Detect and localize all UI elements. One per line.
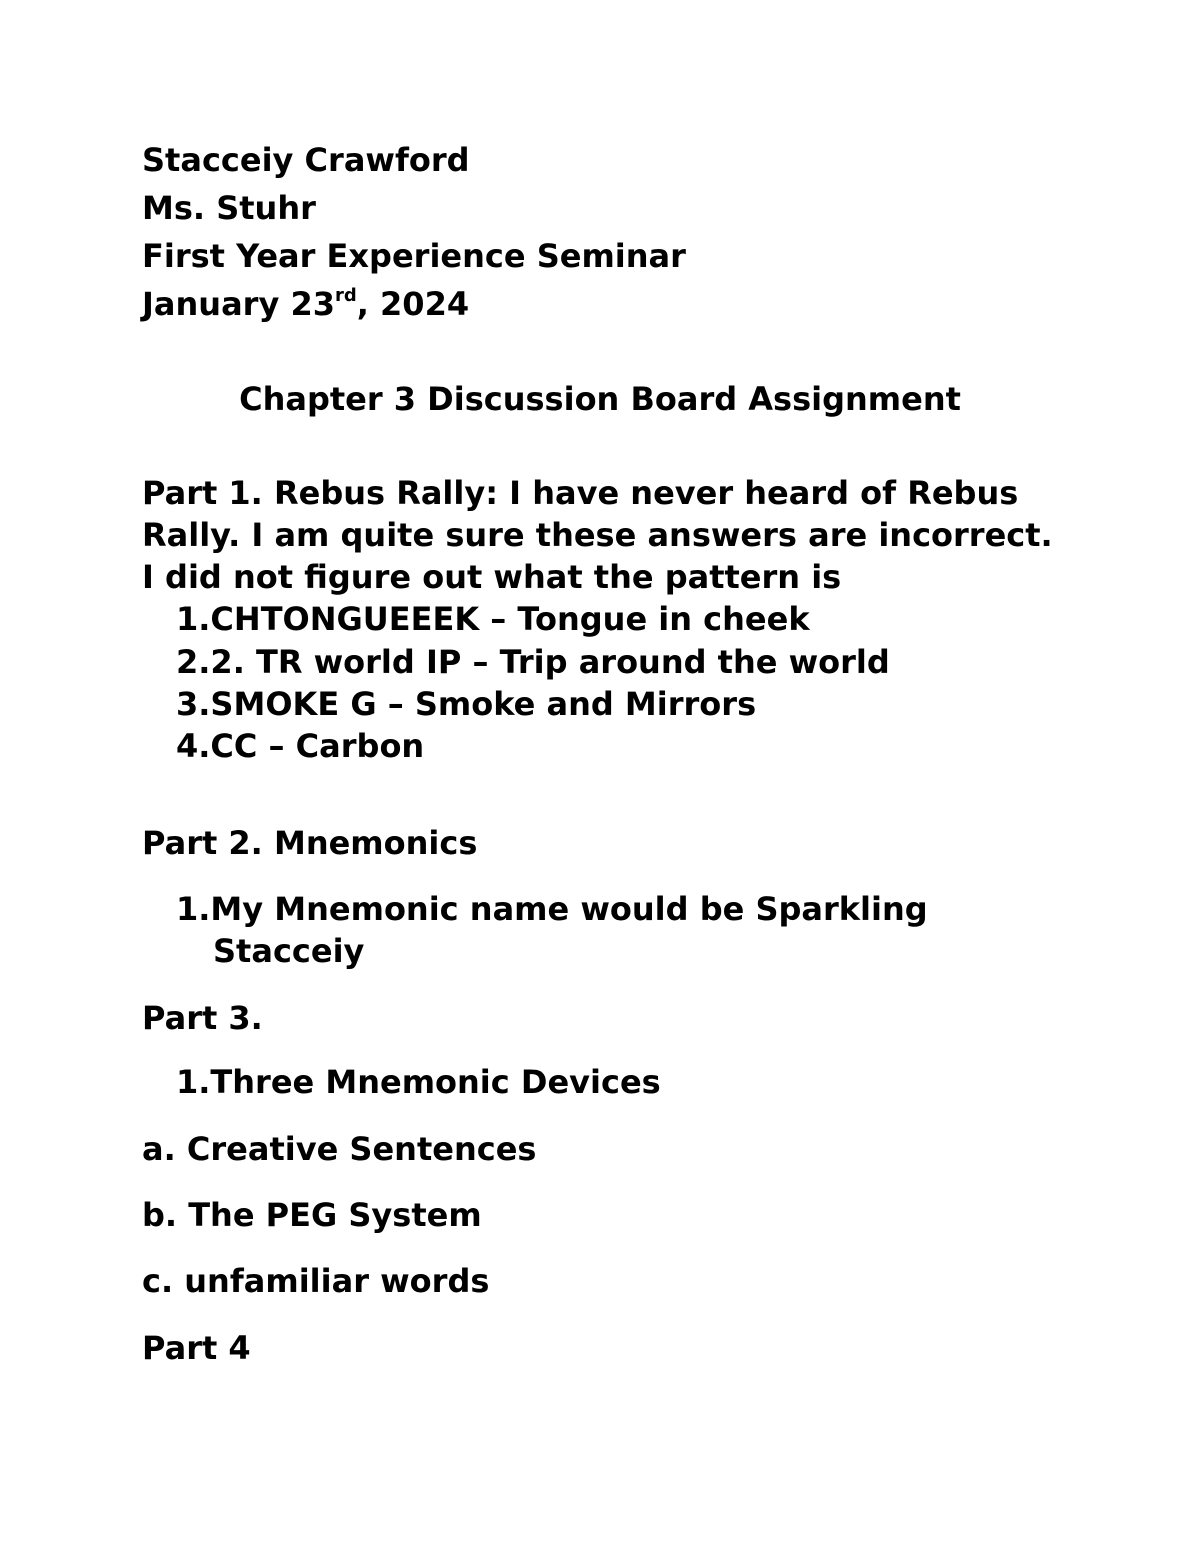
list-item <box>176 1063 661 1101</box>
part1-intro-line: Rally. I am quite sure these answers are incorrect. <box>142 516 1053 554</box>
list-number: 1. <box>176 1063 211 1101</box>
list-item-text: 2. TR world IP – Trip around the world <box>210 643 890 681</box>
list-item <box>176 890 928 928</box>
list-item-continuation: Stacceiy <box>213 932 365 970</box>
list-item-text: Three Mnemonic Devices <box>210 1063 661 1101</box>
list-number: 1. <box>176 890 211 928</box>
list-number: 4. <box>176 727 211 765</box>
list-item-text: CC – Carbon <box>210 727 425 765</box>
instructor-name: Ms. Stuhr <box>142 189 316 227</box>
part1-intro-line: Part 1. Rebus Rally: I have never heard of Rebus <box>142 474 1019 512</box>
list-item <box>176 727 425 765</box>
part1-intro-line: I did not figure out what the pattern is <box>142 558 842 596</box>
part4-heading: Part 4 <box>142 1329 251 1367</box>
list-item-text: CHTONGUEEEK – Tongue in cheek <box>210 600 810 638</box>
sub-item: b. The PEG System <box>142 1196 482 1234</box>
list-item <box>176 685 757 723</box>
date-superscript: rd <box>334 285 357 306</box>
list-item-text: My Mnemonic name would be Sparkling <box>210 890 928 928</box>
date-prefix: January 23 <box>142 285 335 323</box>
list-number: 3. <box>176 685 211 723</box>
student-name: Stacceiy Crawford <box>142 141 470 179</box>
list-item <box>176 643 890 681</box>
list-number: 2. <box>176 643 211 681</box>
page-title: Chapter 3 Discussion Board Assignment <box>239 380 961 418</box>
sub-item: c. unfamiliar words <box>142 1262 490 1300</box>
part2-heading: Part 2. Mnemonics <box>142 824 478 862</box>
sub-item: a. Creative Sentences <box>142 1130 537 1168</box>
course-name: First Year Experience Seminar <box>142 237 686 275</box>
list-number: 1. <box>176 600 211 638</box>
date-suffix: , 2024 <box>356 285 470 323</box>
list-item <box>176 600 810 638</box>
date-line <box>142 285 470 323</box>
list-item-text: SMOKE G – Smoke and Mirrors <box>210 685 757 723</box>
part3-heading: Part 3. <box>142 999 263 1037</box>
